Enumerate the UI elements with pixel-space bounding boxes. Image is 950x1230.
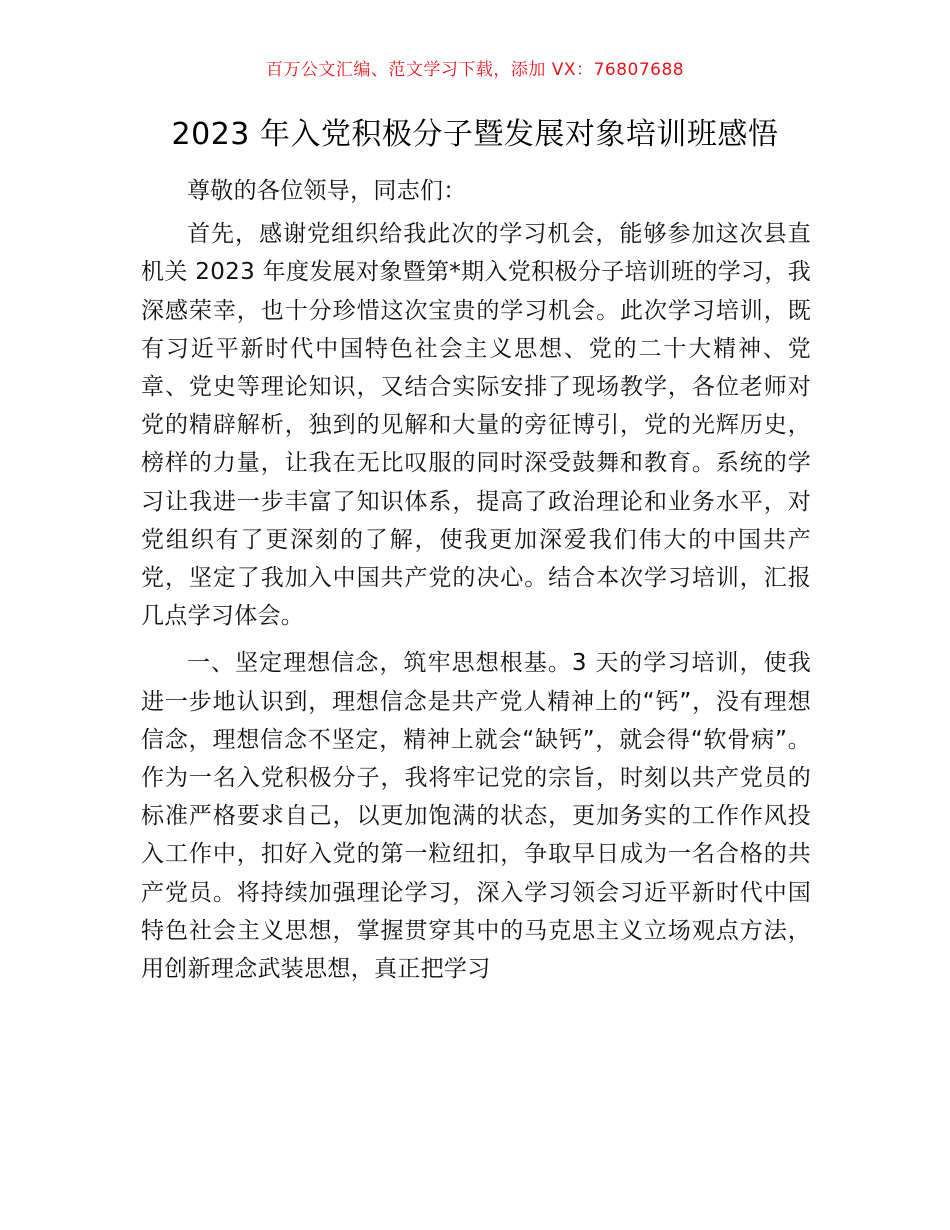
body-paragraph: 首先，感谢党组织给我此次的学习机会，能够参加这次县直机关 2023 年度发展对象暨第*期入党积极分子培训班的学习，我深感荣幸，也十分珍惜这次宝贵的学习机会。此次学习培训，既有习近平新时代中国特色社会主义思想、党的二十大精神、党章、党史等理论知识，又结合实际安排了现场教学，各位老师对党的精辟解析，独到的见解和大量的旁征博引，党的光辉历史，榜样的力量，让我在无比叹服的同时深受鼓舞和教育。系统的学习让我进一步丰富了知识体系，提高了政治理论和业务水平，对党组织有了更深刻的了解，使我更加深爱我们伟大的中国共产党，坚定了我加入中国共产党的决心。结合本次学习培训，汇报几点学习体会。 bbox=[141, 221, 811, 630]
greeting-paragraph: 尊敬的各位领导，同志们： bbox=[187, 178, 467, 204]
header-watermark-note: 百万公文汇编、范文学习下载，添加 VX：76807688 bbox=[265, 60, 685, 80]
body-paragraph: 一、坚定理想信念，筑牢思想根基。3 天的学习培训，使我进一步地认识到，理想信念是共产党人精神上的“钙”，没有理想信念，理想信念不坚定，精神上就会“缺钙”，就会得“软骨病”。作为一名入党积极分子，我将牢记党的宗旨，时刻以共产党员的标准严格要求自己，以更加饱满的状态，更加务实的工作作风投入工作中，扣好入党的第一粒纽扣，争取早日成为一名合格的共产党员。将持续加强理论学习，深入学习领会习近平新时代中国特色社会主义思想，掌握贯穿其中的马克思主义立场观点方法，用创新理念武装思想，真正把学习 bbox=[141, 650, 811, 983]
document-body bbox=[141, 172, 811, 988]
document-title: 2023 年入党积极分子暨发展对象培训班感悟 bbox=[171, 117, 779, 152]
